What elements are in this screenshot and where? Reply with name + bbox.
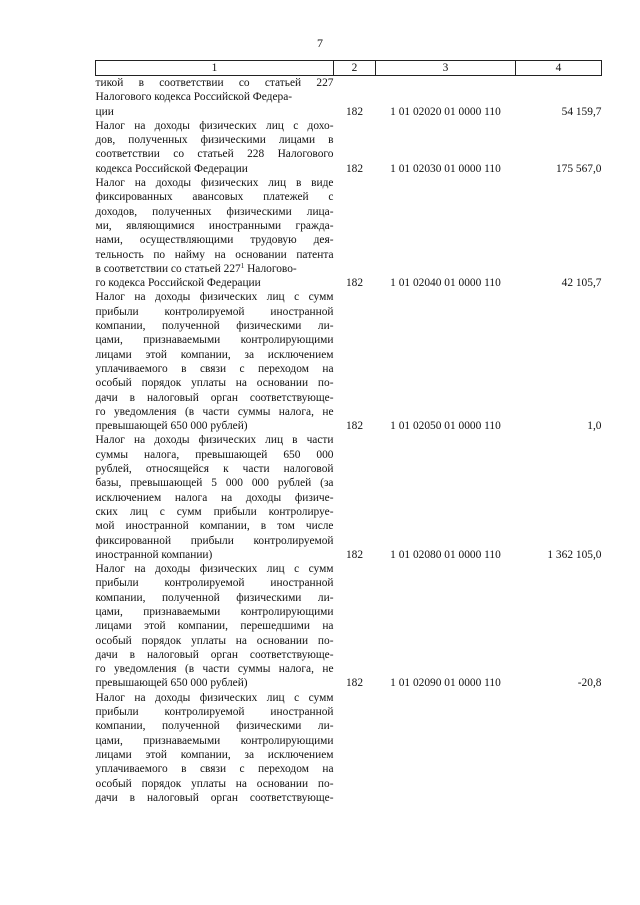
- description-text: фиксированной прибыли контролируемой: [95, 534, 334, 547]
- description-text: прибыли контролируемой иностранной: [95, 577, 334, 590]
- header-col-3: 3: [376, 61, 516, 76]
- description-line: [96, 777, 334, 791]
- description-line: [96, 290, 334, 304]
- amount: [516, 691, 602, 805]
- description-text: рублей, относящейся к части налоговой: [95, 463, 334, 476]
- amount: 54 159,7: [561, 105, 602, 118]
- description-line: [96, 791, 334, 805]
- description-text: дачи в налоговый орган соответствующе-: [95, 391, 334, 404]
- description-text: доходов, полученных физическими лица-: [95, 205, 334, 218]
- description-text: тельность по найму на основании патента: [95, 248, 334, 261]
- description-text: иностранной компании): [95, 548, 213, 561]
- description-text: Налог на доходы физических лиц с дохо-: [95, 119, 334, 132]
- description-line: [96, 762, 334, 776]
- description-line: [96, 462, 334, 476]
- table-row: [96, 562, 602, 691]
- description-line: [96, 705, 334, 719]
- description-text: го уведомления (в части суммы налога, не: [95, 405, 334, 418]
- description-line: [96, 248, 334, 262]
- description-line: [96, 591, 334, 605]
- description-text: уплачиваемого в связи с переходом на: [95, 763, 334, 776]
- description-line: [96, 348, 334, 362]
- description-text: соответствии со статьей 228 Налогового: [95, 148, 334, 161]
- description-line: [96, 748, 334, 762]
- description-line: [96, 448, 334, 462]
- description-line: [96, 534, 334, 548]
- description-text: прибыли контролируемой иностранной: [95, 706, 334, 719]
- budget-classification-code: [376, 691, 516, 805]
- table-header: [96, 61, 602, 76]
- description-line: [96, 333, 334, 347]
- budget-classification-code: 1 01 02080 01 0000 110: [390, 548, 501, 561]
- description-text: превышающей 650 000 рублей): [95, 420, 248, 433]
- description-line: [96, 519, 334, 533]
- amount: 1,0: [587, 420, 602, 433]
- amount: 175 567,0: [555, 162, 602, 175]
- description-line: [96, 691, 334, 705]
- row-description: [96, 562, 334, 691]
- description-text: особый порядок уплаты на основании по-: [95, 634, 334, 647]
- row-description: [96, 76, 334, 119]
- description-line: [96, 119, 334, 133]
- description-line: [96, 433, 334, 447]
- budget-classification-code: 1 01 02020 01 0000 110: [390, 105, 501, 118]
- description-text: фиксированных авансовых платежей с: [95, 191, 334, 204]
- description-line: [96, 105, 334, 119]
- table-row: [96, 290, 602, 433]
- description-line: [96, 505, 334, 519]
- description-text: исключением налога на доходы физиче-: [95, 491, 334, 504]
- budget-classification-code: 1 01 02030 01 0000 110: [390, 162, 501, 175]
- description-text: тикой в соответствии со статьей 227: [95, 77, 334, 89]
- description-text: го уведомления (в части суммы налога, не: [95, 663, 334, 676]
- revenue-table: [95, 60, 602, 805]
- table-row: [96, 176, 602, 290]
- description-line: [96, 605, 334, 619]
- budget-classification-code: 1 01 02040 01 0000 110: [390, 277, 501, 290]
- row-description: [96, 691, 334, 805]
- description-line: [96, 133, 334, 147]
- description-line: [96, 205, 334, 219]
- description-line: [96, 319, 334, 333]
- table-row: [96, 433, 602, 562]
- description-line: [96, 405, 334, 419]
- description-line: [96, 576, 334, 590]
- description-text: кодекса Российской Федерации: [95, 162, 248, 175]
- description-text: Налог на доходы физических лиц с сумм: [95, 691, 334, 704]
- budget-classification-code: 1 01 02050 01 0000 110: [390, 420, 501, 433]
- description-line: [96, 676, 334, 690]
- description-line: [96, 419, 334, 433]
- table-row: [96, 691, 602, 805]
- description-line: [96, 90, 334, 104]
- description-line: [96, 162, 334, 176]
- description-text: Налогового кодекса Российской Федера-: [95, 91, 293, 104]
- description-text: ми, являющимися иностранными гражда-: [95, 219, 334, 232]
- description-line: [96, 147, 334, 161]
- amount: -20,8: [577, 677, 602, 690]
- admin-code: 182: [345, 162, 364, 175]
- admin-code: 182: [345, 105, 364, 118]
- description-text: Налог на доходы физических лиц с сумм: [95, 291, 334, 304]
- description-line: [96, 476, 334, 490]
- description-line: [96, 219, 334, 233]
- description-line: [96, 734, 334, 748]
- header-col-2: 2: [334, 61, 376, 76]
- description-text: Налог на доходы физических лиц в виде: [95, 177, 334, 190]
- admin-code: [334, 691, 376, 805]
- description-text: прибыли контролируемой иностранной: [95, 305, 334, 318]
- description-line: [96, 634, 334, 648]
- description-line: [96, 562, 334, 576]
- table-body: [96, 76, 602, 806]
- description-text: суммы налога, превышающей 650 000: [95, 448, 334, 461]
- description-text: дов, полученных физическими лицами в: [95, 134, 334, 147]
- description-text: Налог на доходы физических лиц в части: [95, 434, 334, 447]
- budget-classification-code: 1 01 02090 01 0000 110: [390, 677, 501, 690]
- header-col-1: 1: [96, 61, 334, 76]
- row-description: [96, 119, 334, 176]
- description-text: превышающей 650 000 рублей): [95, 677, 248, 690]
- description-line: [96, 548, 334, 562]
- page-number: 7: [317, 36, 323, 50]
- description-text: го кодекса Российской Федерации: [95, 277, 261, 290]
- table-row: [96, 76, 602, 119]
- description-text: ских лиц с сумм прибыли контролируе-: [95, 505, 334, 518]
- description-text: Налог на доходы физических лиц с сумм: [95, 563, 334, 576]
- description-text: цами, признаваемыми контролирующими: [95, 734, 334, 747]
- description-text: компании, полученной физическими ли-: [95, 591, 334, 604]
- amount: 1 362 105,0: [547, 548, 602, 561]
- description-text: цами, признаваемыми контролирующими: [95, 605, 334, 618]
- description-text-tail: Налогово-: [244, 262, 297, 275]
- admin-code: 182: [345, 677, 364, 690]
- description-line: [96, 719, 334, 733]
- superscript: 1: [240, 261, 245, 270]
- description-line: [96, 362, 334, 376]
- description-text: ции: [95, 105, 114, 118]
- row-description: [96, 433, 334, 562]
- description-line: [96, 391, 334, 405]
- description-line: [96, 176, 334, 190]
- description-text: дачи в налоговый орган соответствующе-: [95, 791, 334, 804]
- description-text: лицами этой компании, перешедшими на: [95, 620, 334, 633]
- amount: 42 105,7: [561, 277, 602, 290]
- description-text: мой иностранной компании, в том числе: [95, 520, 334, 533]
- description-line: [96, 648, 334, 662]
- description-line: [96, 262, 334, 276]
- description-line: [96, 233, 334, 247]
- description-text: нами, осуществляющими трудовую дея-: [95, 234, 334, 247]
- description-text: особый порядок уплаты на основании по-: [95, 377, 334, 390]
- description-line: [96, 276, 334, 290]
- row-description: [96, 176, 334, 290]
- description-line: [96, 491, 334, 505]
- description-text: компании, полученной физическими ли-: [95, 720, 334, 733]
- admin-code: 182: [345, 548, 364, 561]
- table-row: [96, 119, 602, 176]
- description-line: [96, 190, 334, 204]
- description-text: дачи в налоговый орган соответствующе-: [95, 648, 334, 661]
- description-text: в соответствии со статьей 227: [95, 262, 241, 275]
- header-col-4: 4: [516, 61, 602, 76]
- description-line: [96, 662, 334, 676]
- row-description: [96, 290, 334, 433]
- description-text: уплачиваемого в связи с переходом на: [95, 362, 334, 375]
- admin-code: 182: [345, 420, 364, 433]
- description-text: компании, полученной физическими ли-: [95, 320, 334, 333]
- description-text: особый порядок уплаты на основании по-: [95, 777, 334, 790]
- admin-code: 182: [345, 277, 364, 290]
- description-text: базы, превышающей 5 000 000 рублей (за: [95, 477, 334, 490]
- description-line: [96, 76, 334, 90]
- description-line: [96, 305, 334, 319]
- description-line: [96, 376, 334, 390]
- description-text: лицами этой компании, за исключением: [95, 748, 334, 761]
- description-text: лицами этой компании, за исключением: [95, 348, 334, 361]
- description-line: [96, 619, 334, 633]
- description-text: цами, признаваемыми контролирующими: [95, 334, 334, 347]
